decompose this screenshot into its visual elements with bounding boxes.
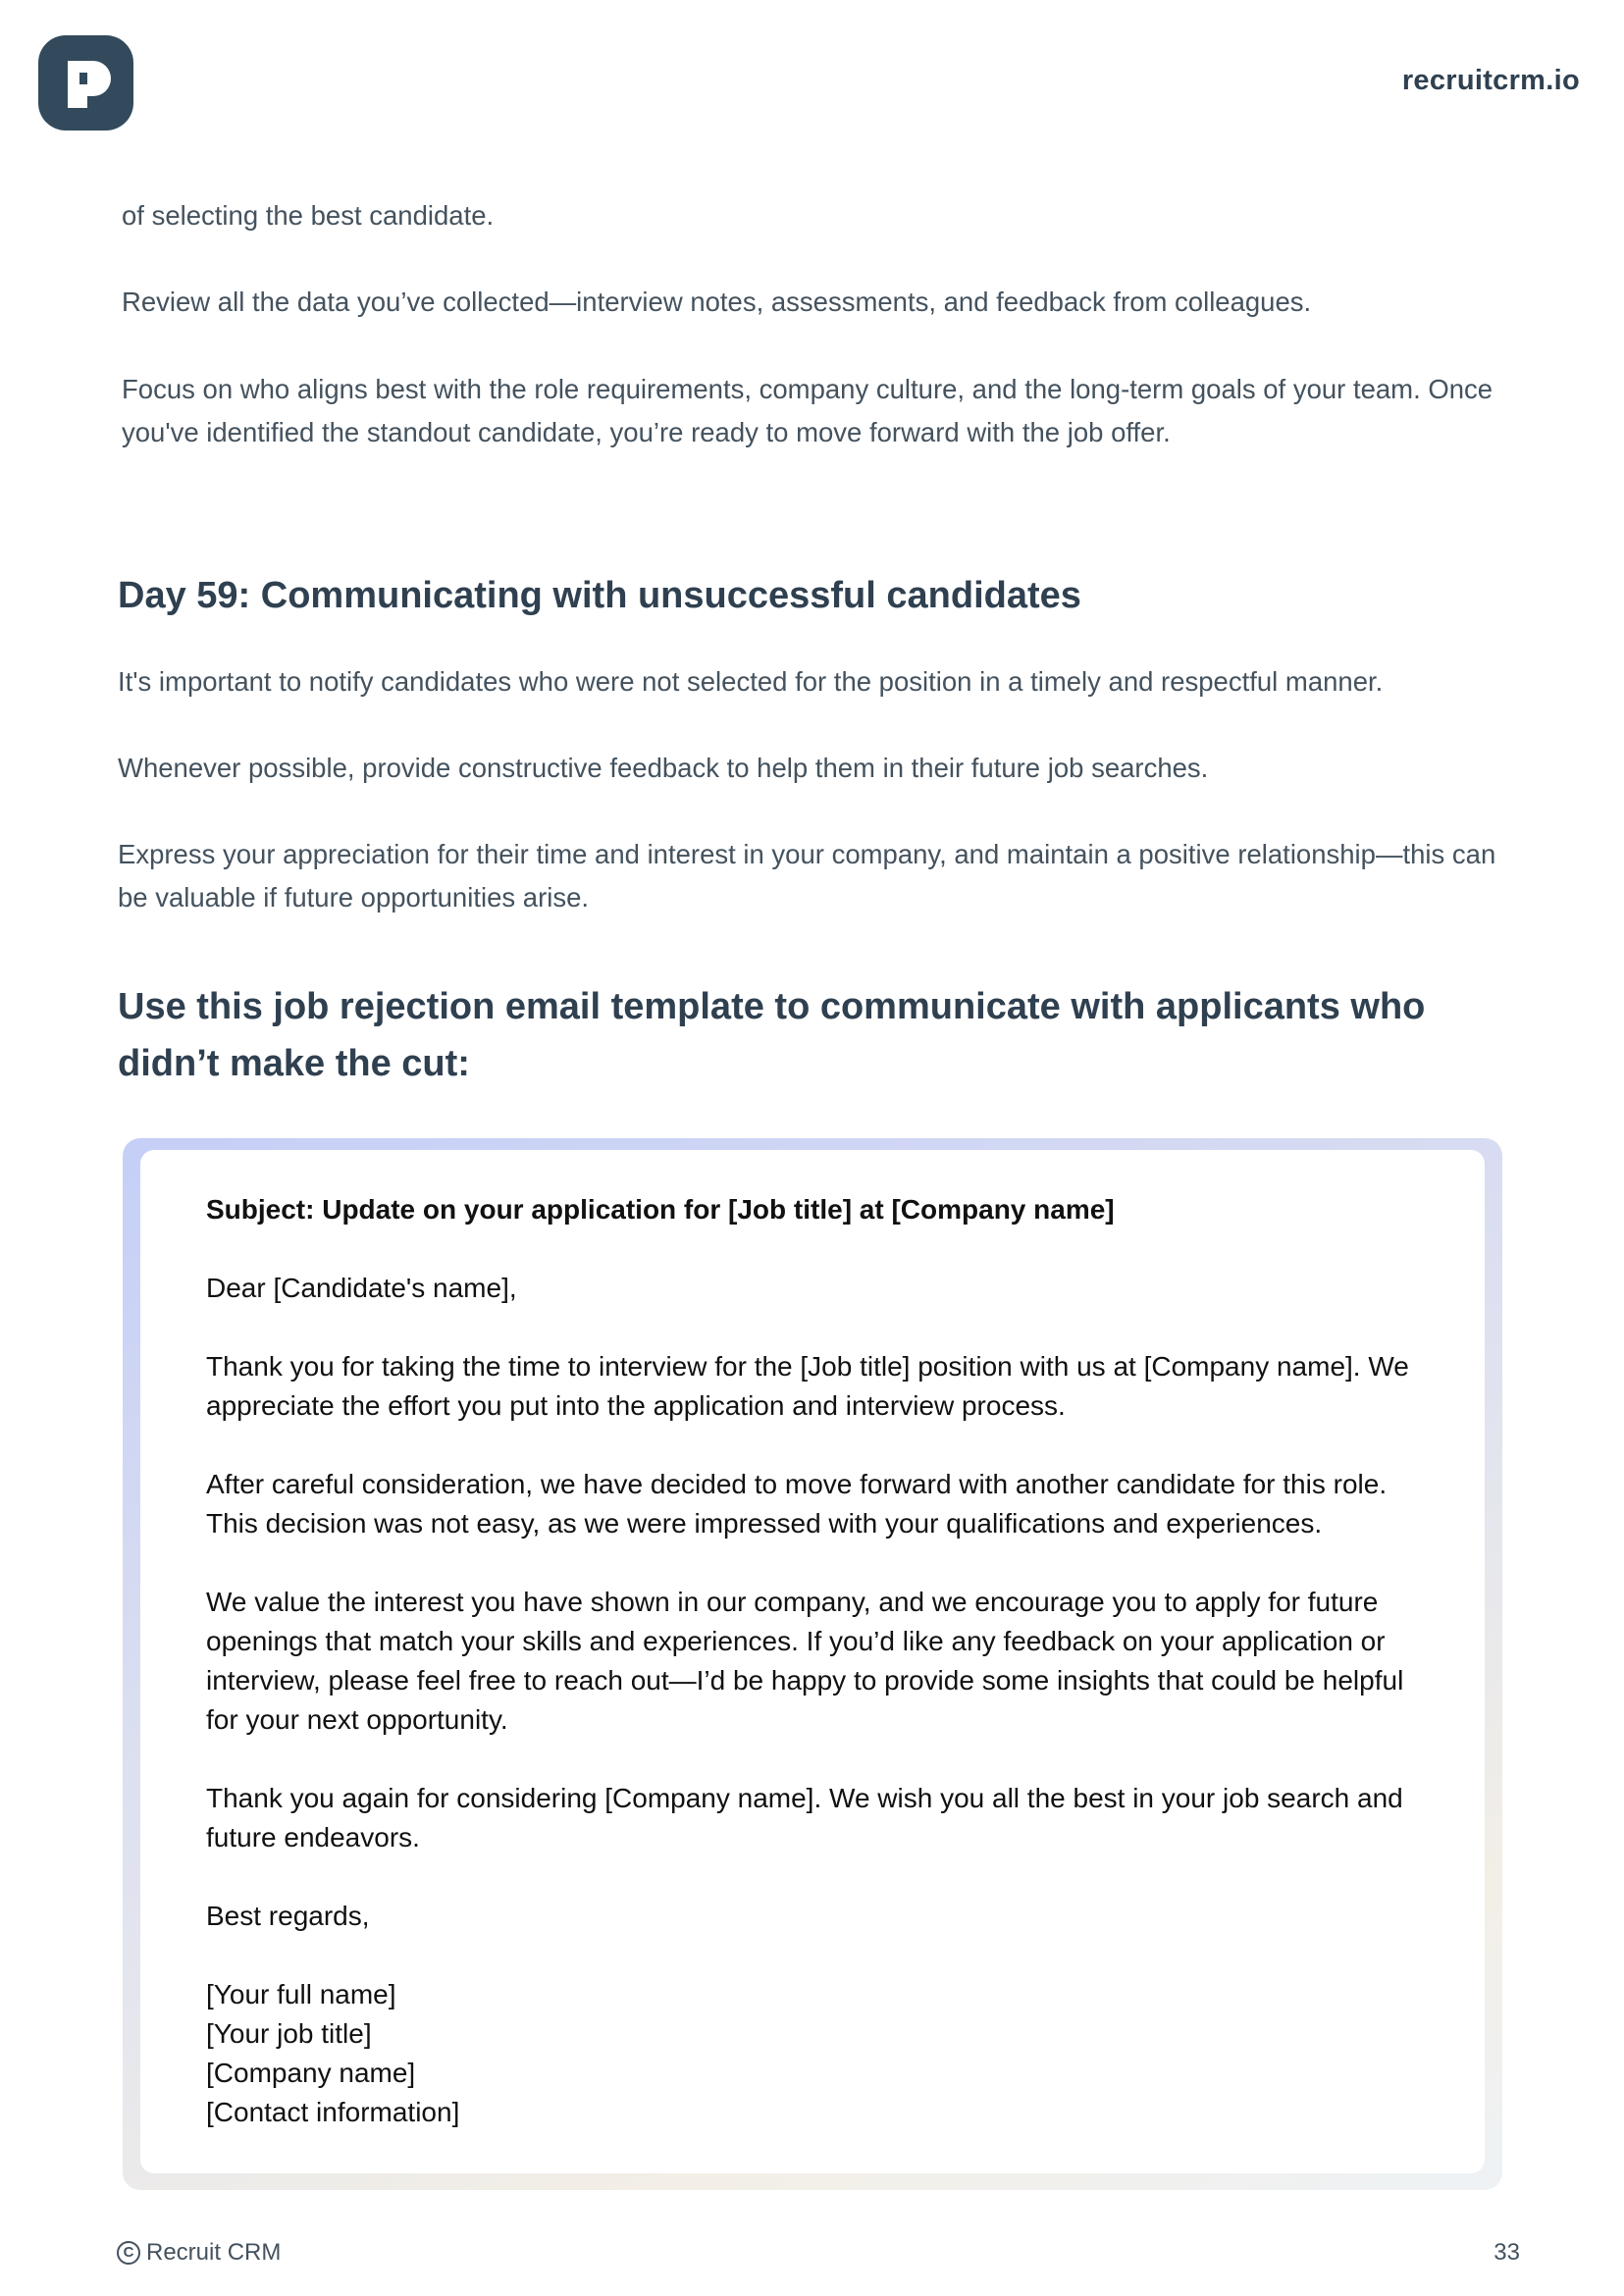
signature-line: [Contact information] — [206, 2097, 460, 2127]
page-number: 33 — [1493, 2239, 1520, 2266]
signature-line: [Your job title] — [206, 2018, 372, 2049]
day59-paragraph-2: Whenever possible, provide constructive feedback to help them in their future job searches. — [118, 753, 1209, 783]
day59-paragraph-3: Express your appreciation for their time and interest in your company, and maintain a positive relationship—this can be valuable if future opportunities arise. — [118, 839, 1496, 913]
email-subject: Subject: Update on your application for [Job title] at [Company name] — [206, 1194, 1115, 1225]
footer-brand — [117, 2239, 281, 2267]
email-paragraph-3: We value the interest you have shown in our company, and we encourage you to apply for future openings that match your skills and experiences. If you’d like any feedback on your application or interview, please feel free to reach out—I’d be happy to provide some insights that could be helpful for your next opportunity. — [206, 1587, 1404, 1735]
email-signature — [206, 1975, 1423, 2132]
email-paragraph-1: Thank you for taking the time to interview for the [Job title] position with us at [Company name]. We appreciate the effort you put into the application and interview process. — [206, 1351, 1409, 1421]
footer-brand-label: Recruit CRM — [146, 2239, 282, 2266]
email-paragraph-2: After careful consideration, we have decided to move forward with another candidate for this role. This decision was not easy, as we were impressed with your qualifications and experiences. — [206, 1469, 1388, 1539]
day59-paragraph-1: It's important to notify candidates who were not selected for the position in a timely and respectful manner. — [118, 666, 1384, 697]
template-heading: Use this job rejection email template to communicate with applicants who didn’t make the cut: — [118, 986, 1426, 1084]
email-paragraph-4: Thank you again for considering [Company name]. We wish you all the best in your job search and future endeavors. — [206, 1783, 1403, 1852]
site-name: recruitcrm.io — [1401, 65, 1580, 96]
signature-line: [Company name] — [206, 2058, 416, 2088]
copyright-icon: C — [117, 2241, 140, 2265]
signature-line: [Your full name] — [206, 1979, 396, 2009]
intro-paragraph-2: Review all the data you’ve collected—interview notes, assessments, and feedback from colleagues. — [122, 287, 1312, 317]
intro-paragraph-1: of selecting the best candidate. — [122, 200, 495, 231]
intro-paragraph-3: Focus on who aligns best with the role requirements, company culture, and the long-term goals of your team. Once you've identified the standout candidate, you’re ready to move forward with the job offer. — [122, 374, 1493, 447]
email-greeting: Dear [Candidate's name], — [206, 1273, 517, 1303]
day59-heading: Day 59: Communicating with unsuccessful candidates — [118, 575, 1081, 616]
email-closing: Best regards, — [206, 1901, 370, 1931]
recruitcrm-logo-icon — [38, 35, 133, 130]
